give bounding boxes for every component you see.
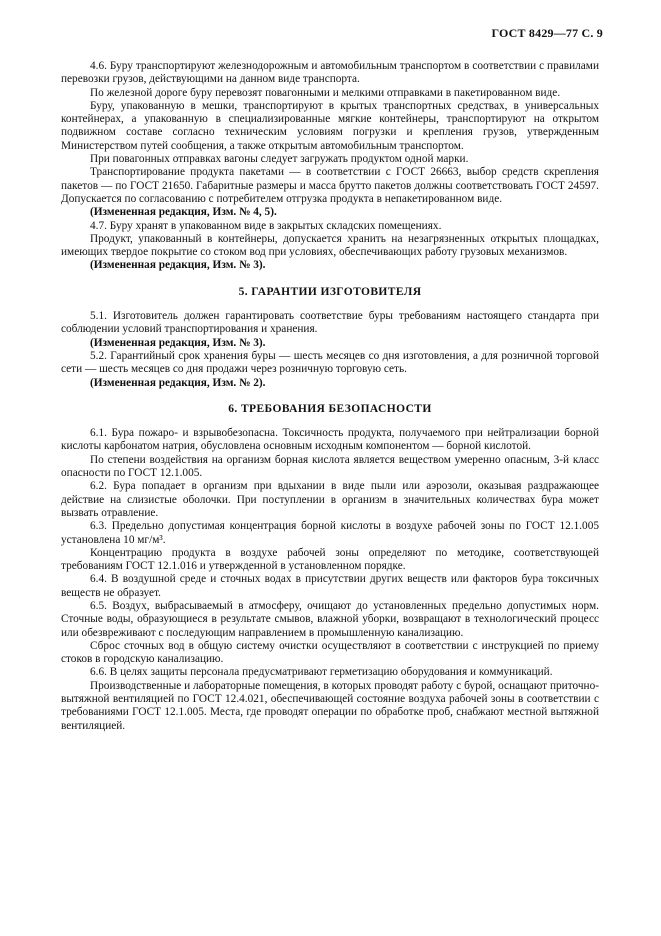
paragraph: 6.4. В воздушной среде и сточных водах в присутствии других веществ или факторов бура токсичных веществ не образует. [61, 573, 599, 599]
paragraph: Продукт, упакованный в контейнеры, допускается хранить на незагрязненных открытых площадках, имеющих твердое покрытие со стоком вод при условиях, обеспечивающих работу грузовых механизмов. [61, 232, 599, 259]
page-header: ГОСТ 8429—77 С. 9 [491, 26, 603, 40]
amendment-note: (Измененная редакция, Изм. № 3). [90, 259, 266, 272]
paragraph: 5.1. Изготовитель должен гарантировать соответствие буры требованиям настоящего стандарта при соблюдении условий транспортирования и хранения. [61, 310, 599, 336]
paragraph: 6.1. Бура пожаро- и взрывобезопасна. Токсичность продукта, получаемого при нейтрализации борной кислоты карбонатом натрия, обусловлена основным исходным компонентом — борной кислотой. [61, 427, 599, 453]
paragraph: По железной дороге буру перевозят повагонными и мелкими отправками в пакетированном виде. [90, 86, 561, 99]
paragraph: 6.6. В целях защиты персонала предусматривают герметизацию оборудования и коммуникаций. [90, 666, 553, 679]
section-heading: 5. ГАРАНТИИ ИЗГОТОВИТЕЛЯ [238, 285, 422, 298]
paragraph: Сброс сточных вод в общую систему очистки осуществляют в соответствии с инструкцией по приему стоков в городскую канализацию. [61, 639, 599, 666]
amendment-note: (Измененная редакция, Изм. № 4, 5). [90, 206, 277, 219]
amendment-note: (Измененная редакция, Изм. № 3). [90, 336, 266, 349]
paragraph: При повагонных отправках вагоны следует загружать продуктом одной марки. [90, 153, 469, 166]
paragraph: Производственные и лабораторные помещения, в которых проводят работу с бурой, оснащают приточно-вытяжной вентиляцией по ГОСТ 12.4.021, обеспечивающей состояние воздуха рабочей зоны в соответствии с требованиями ГОСТ 12.1.005. Места, где проводят операции по обработке проб, снабжают местной вытяжной вентиляцией. [61, 679, 599, 732]
paragraph: Буру, упакованную в мешки, транспортируют в крытых транспортных средствах, в универсальных контейнерах, а упакованную в специализированные мягкие контейнеры, транспортируют на открытом подвижном составе согласно техническим условиям погрузки и крепления грузов, утвержденным Министерством путей сообщения, а также открытым автомобильным транспортом. [61, 99, 599, 152]
paragraph: 4.6. Буру транспортируют железнодорожным и автомобильным транспортом в соответствии с правилами перевозки грузов, действующими на данном виде транспорта. [61, 60, 599, 86]
paragraph: 4.7. Буру хранят в упакованном виде в закрытых складских помещениях. [90, 219, 442, 232]
section-heading: 6. ТРЕБОВАНИЯ БЕЗОПАСНОСТИ [228, 402, 432, 415]
amendment-note: (Измененная редакция, Изм. № 2). [90, 376, 266, 389]
paragraph: 5.2. Гарантийный срок хранения буры — шесть месяцев со дня изготовления, а для розничной торговой сети — шесть месяцев со дня продажи через розничную торговую сеть. [61, 349, 599, 376]
paragraph: По степени воздействия на организм борная кислота является веществом умеренно опасным, 3-й класс опасности по ГОСТ 12.1.005. [61, 453, 599, 480]
paragraph: 6.3. Предельно допустимая концентрация борной кислоты в воздухе рабочей зоны по ГОСТ 12.1.005 установлена 10 мг/м³. [61, 520, 599, 546]
paragraph: 6.2. Бура попадает в организм при вдыхании в виде пыли или аэрозоли, оказывая раздражающее действие на слизистые оболочки. При поступлении в организм в значительных количествах бура может вызвать отравление. [61, 480, 599, 519]
paragraph: Концентрацию продукта в воздухе рабочей зоны определяют по методике, соответствующей требованиям ГОСТ 12.1.016 и утвержденной в установленном порядке. [61, 546, 599, 573]
document-body [61, 60, 599, 733]
paragraph: 6.5. Воздух, выбрасываемый в атмосферу, очищают до установленных предельно допустимых норм. Сточные воды, образующиеся в результате смывов, влажной уборки, возвращают в технологический процесс или обезвреживают с последующим направлением в промышленную канализацию. [61, 599, 599, 639]
paragraph: Транспортирование продукта пакетами — в соответствии с ГОСТ 26663, выбор средств скрепления пакетов — по ГОСТ 21650. Габаритные размеры и масса брутто пакетов должны соответствовать ГОСТ 24597. Допускается по согласованию с потребителем отгрузка продукта в непакетированном виде. [61, 166, 599, 205]
